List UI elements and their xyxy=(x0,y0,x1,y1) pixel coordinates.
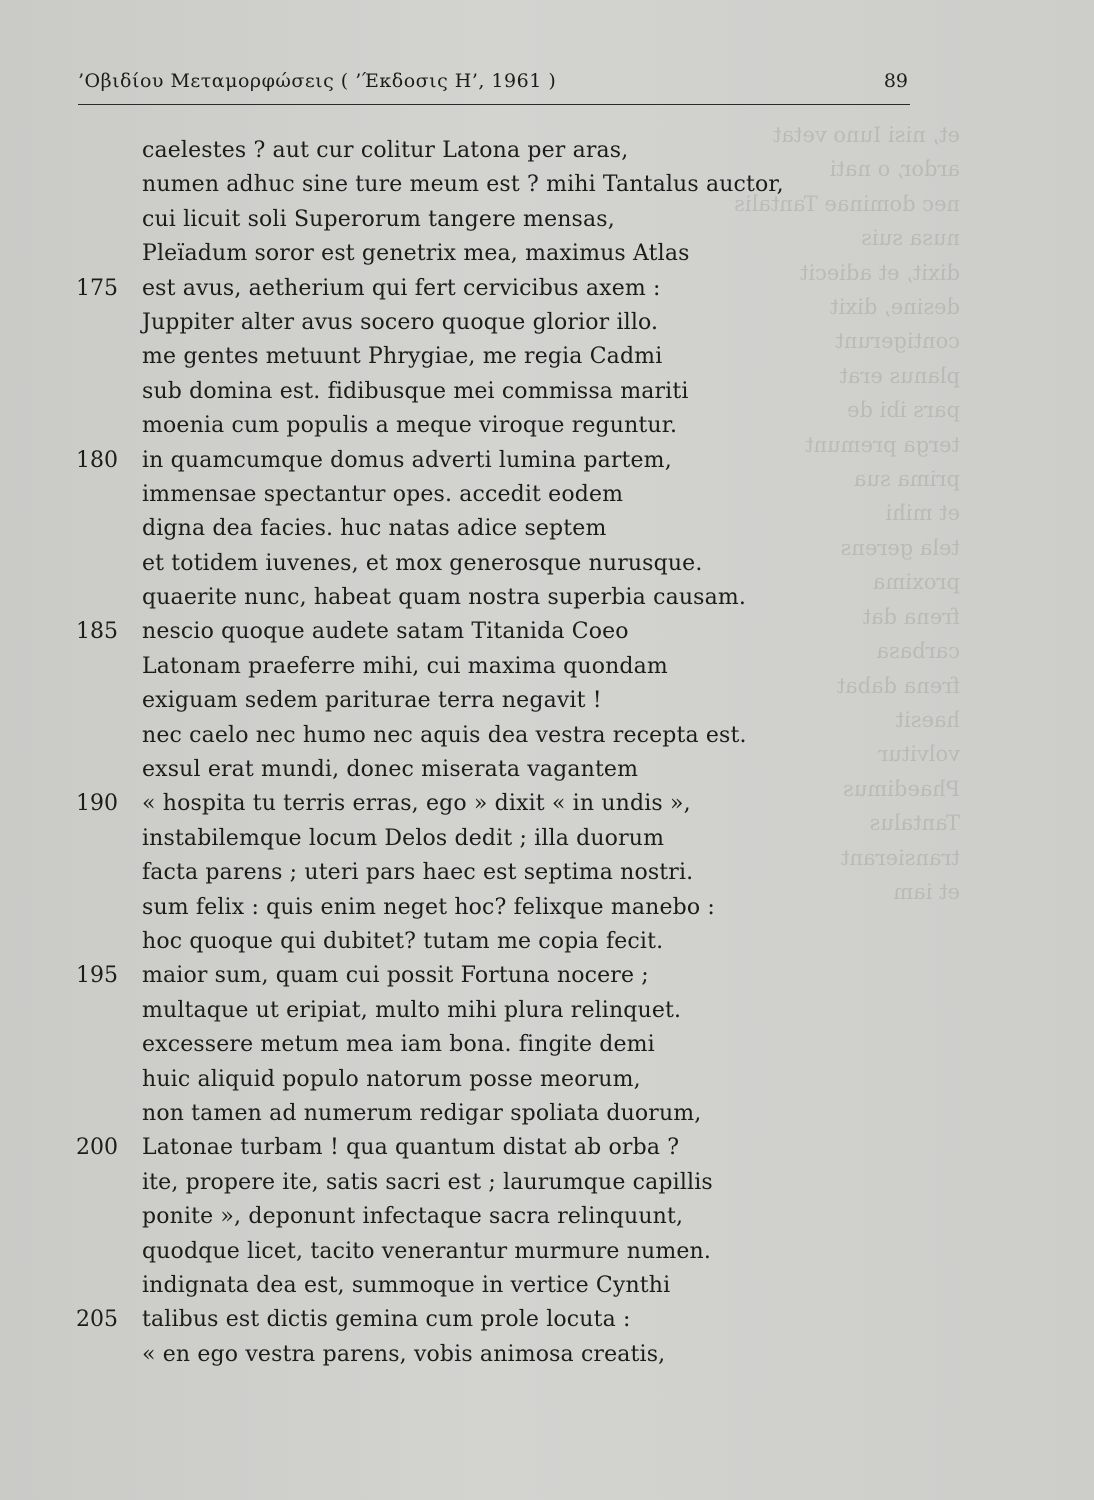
verse-line xyxy=(62,994,942,1028)
verse-line xyxy=(62,375,942,409)
verse-text: huic aliquid populo natorum posse meorum, xyxy=(142,1066,641,1092)
line-number: 190 xyxy=(76,791,118,817)
verse-line xyxy=(62,1303,942,1337)
line-number: 200 xyxy=(76,1135,118,1161)
reverse-page-bleed-through: et, nisi Iuno vetat ardor, o nati nec dominae Tantalis nusa suis dixit, et adiecit desine, dixit contigerunt planus erat pars ibi de terga premunt prima sua et mihi tela gerens proxima frena dat carbasa frena dabat haesit volvitur Phaedimus Tantalus transierant et iam xyxy=(734,123,960,904)
verse-text: quaerite nunc, habeat quam nostra superbia causam. xyxy=(142,585,747,611)
header-title: ’Οβιδίου Μεταμορφώσεις ( ’Έκδοσις Η’, 1961 ) xyxy=(78,70,557,92)
verse-line xyxy=(62,1166,942,1200)
verse-line xyxy=(62,409,942,443)
verse-line xyxy=(62,959,942,993)
verse-text: immensae spectantur opes. accedit eodem xyxy=(142,481,624,507)
verse-text: nec caelo nec humo nec aquis dea vestra recepta est. xyxy=(142,722,747,748)
verse-text: me gentes metuunt Phrygiae, me regia Cadmi xyxy=(142,344,663,370)
verse-line xyxy=(62,203,942,237)
verse-text: non tamen ad numerum redigar spoliata duorum, xyxy=(142,1100,702,1126)
verse-text: moenia cum populis a meque viroque reguntur. xyxy=(142,413,678,439)
verse-text: hoc quoque qui dubitet? tutam me copia fecit. xyxy=(142,928,664,954)
verse-line xyxy=(62,1200,942,1234)
verse-text: et totidem iuvenes, et mox generosque nurusque. xyxy=(142,550,703,576)
line-number: 195 xyxy=(76,963,118,989)
verse-text: « en ego vestra parens, vobis animosa creatis, xyxy=(142,1341,666,1367)
verse-line xyxy=(62,1235,942,1269)
verse-text: exsul erat mundi, donec miserata vagantem xyxy=(142,757,639,783)
page-number: 89 xyxy=(883,70,908,92)
line-number: 175 xyxy=(76,275,118,301)
verse-text: excessere metum mea iam bona. fingite demi xyxy=(142,1032,655,1058)
verse-text: quodque licet, tacito venerantur murmure numen. xyxy=(142,1238,711,1264)
verse-text: Latonam praeferre mihi, cui maxima quondam xyxy=(142,653,668,679)
verse-text: talibus est dictis gemina cum prole locuta : xyxy=(142,1307,631,1333)
verse-line xyxy=(62,719,942,753)
verse-line xyxy=(62,1338,942,1372)
verse-text: Juppiter alter avus socero quoque glorior illo. xyxy=(142,309,659,335)
verse-text: in quamcumque domus adverti lumina partem, xyxy=(142,447,672,473)
verse-line xyxy=(62,650,942,684)
verse-line xyxy=(62,891,942,925)
verse-line xyxy=(62,306,942,340)
line-number: 185 xyxy=(76,619,118,645)
verse-text: instabilemque locum Delos dedit ; illa duorum xyxy=(142,825,665,851)
verse-text: ite, propere ite, satis sacri est ; laurumque capillis xyxy=(142,1169,713,1195)
verse-text: exiguam sedem pariturae terra negavit ! xyxy=(142,688,602,714)
verse-text: est avus, aetherium qui fert cervicibus axem : xyxy=(142,275,661,301)
verse-line xyxy=(62,272,942,306)
verse-line xyxy=(62,547,942,581)
verse-line xyxy=(62,925,942,959)
verse-line xyxy=(62,512,942,546)
line-number: 180 xyxy=(76,447,118,473)
verse-line xyxy=(62,856,942,890)
verse-line xyxy=(62,615,942,649)
verse-line xyxy=(62,444,942,478)
verse-text: ponite », deponunt infectaque sacra relinquunt, xyxy=(142,1204,684,1230)
verse-line xyxy=(62,1028,942,1062)
verse-line xyxy=(62,787,942,821)
verse-text: « hospita tu terris erras, ego » dixit « in undis », xyxy=(142,791,691,817)
verse-line xyxy=(62,581,942,615)
verse-text: sub domina est. fidibusque mei commissa mariti xyxy=(142,378,689,404)
verse-text: digna dea facies. huc natas adice septem xyxy=(142,516,607,542)
verse-line xyxy=(62,753,942,787)
line-number: 205 xyxy=(76,1307,118,1333)
verse-text: maior sum, quam cui possit Fortuna nocere ; xyxy=(142,963,649,989)
verse-text: Pleïadum soror est genetrix mea, maximus Atlas xyxy=(142,241,690,267)
verse-text: indignata dea est, summoque in vertice Cynthi xyxy=(142,1272,671,1298)
verse-line xyxy=(62,478,942,512)
verse-line xyxy=(62,822,942,856)
verse-line xyxy=(62,1269,942,1303)
verse-line xyxy=(62,340,942,374)
verse-line xyxy=(62,1131,942,1165)
verse-text: facta parens ; uteri pars haec est septima nostri. xyxy=(142,860,694,886)
verse-text: Latonae turbam ! qua quantum distat ab orba ? xyxy=(142,1135,680,1161)
verse-text: numen adhuc sine ture meum est ? mihi Tantalus auctor, xyxy=(142,172,784,198)
verse-line xyxy=(62,1097,942,1131)
verse-text: nescio quoque audete satam Titanida Coeo xyxy=(142,619,629,645)
verse-text: cui licuit soli Superorum tangere mensas, xyxy=(142,206,615,232)
poem-text xyxy=(62,134,942,1372)
verse-line xyxy=(62,237,942,271)
verse-line xyxy=(62,168,942,202)
running-header xyxy=(78,68,910,105)
verse-line xyxy=(62,134,942,168)
verse-line xyxy=(62,1063,942,1097)
verse-text: multaque ut eripiat, multo mihi plura relinquet. xyxy=(142,997,682,1023)
verse-text: sum felix : quis enim neget hoc? felixque manebo : xyxy=(142,894,715,920)
verse-text: caelestes ? aut cur colitur Latona per aras, xyxy=(142,138,629,163)
verse-line xyxy=(62,684,942,718)
